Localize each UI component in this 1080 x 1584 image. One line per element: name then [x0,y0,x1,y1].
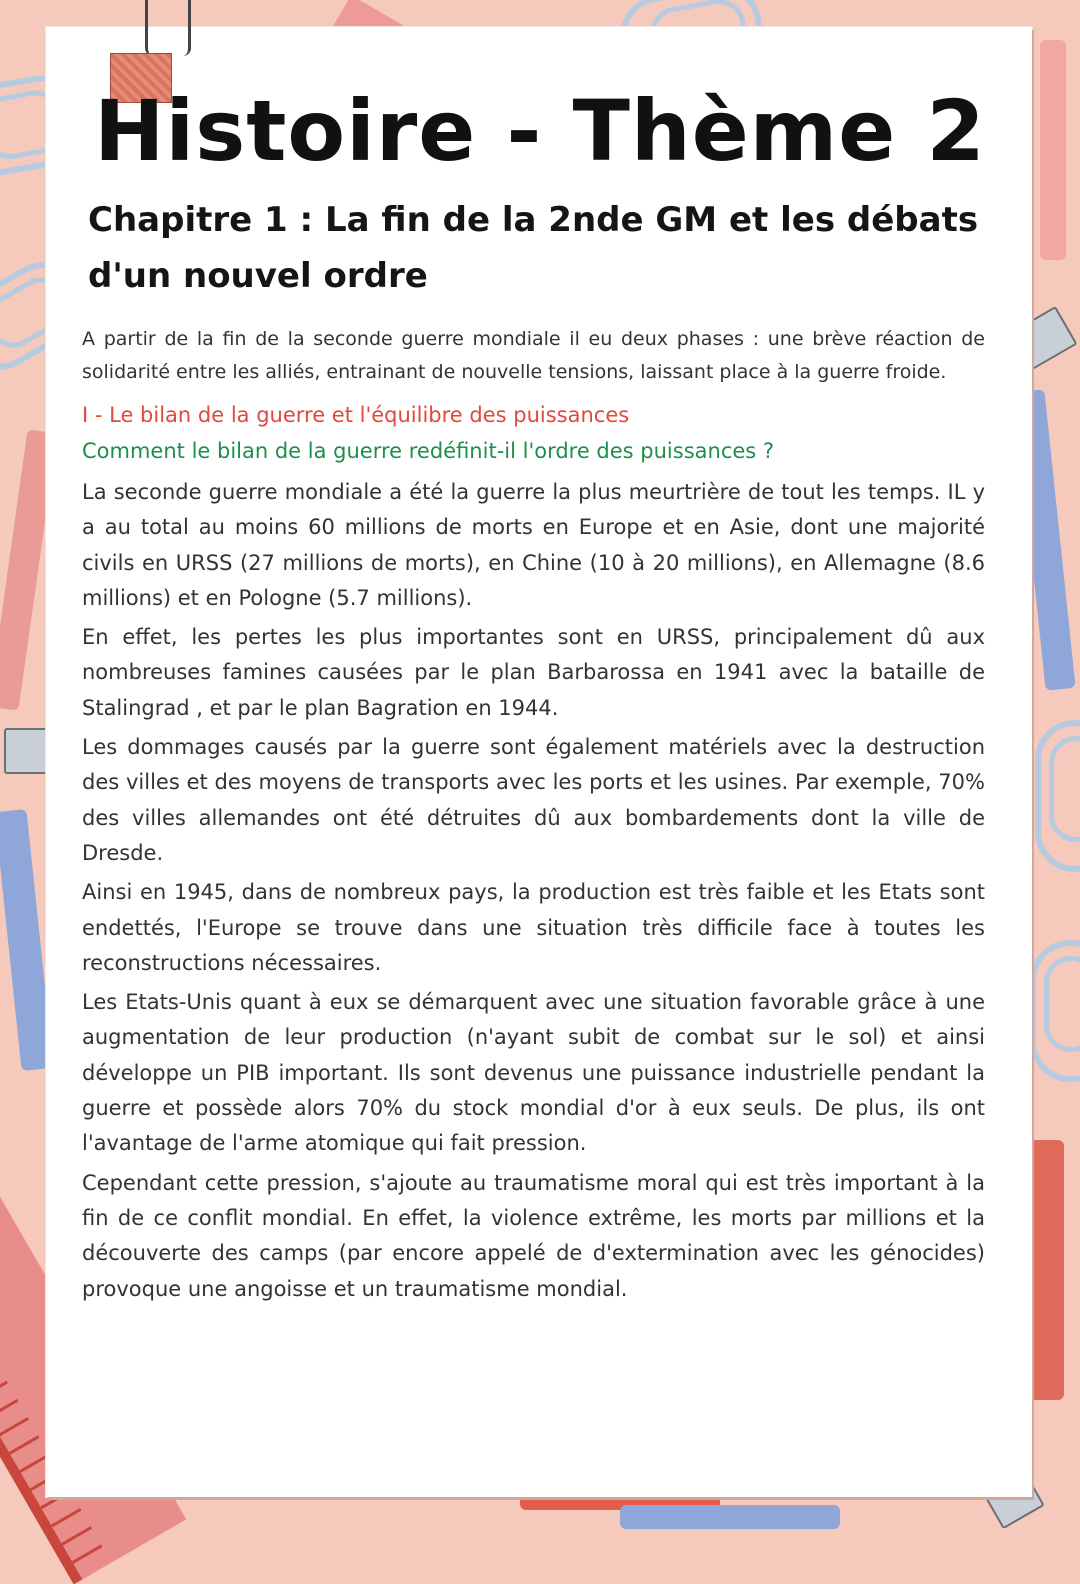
document-body [82,323,985,1311]
intro-paragraph: A partir de la fin de la seconde guerre mondiale il eu deux phases : une brève réaction de solidarité entre les alliés, entrainant de nouvelle tensions, laissant place à la guerre froide. [82,328,985,383]
paragraph: La seconde guerre mondiale a été la guerre la plus meurtrière de tout les temps. IL y a au total au moins 60 millions de morts en Europe et en Asie, dont une majorité civils en URSS (27 millions de morts), en Chine (10 à 20 millions), en Allemagne (8.6 millions) et en Pologne (5.7 millions). [82,480,985,610]
paragraph: Cependant cette pression, s'ajoute au traumatisme moral qui est très important à la fin de ce conflit mondial. En effet, la violence extrême, les morts par millions et la découverte des camps (par encore appelé de d'extermination avec les génocides) provoque une angoisse et un traumatisme mondial. [82,1170,985,1301]
section-question: Comment le bilan de la guerre redéfinit-il l'ordre des puissances ? [82,439,775,463]
paragraph: Les Etats-Unis quant à eux se démarquent avec une situation favorable grâce à une augmentation de leur production (n'ayant subit de combat sur le sol) et ainsi développe un PIB important. Ils sont devenus une puissance industrielle pendant la guerre et possède alors 70% du stock mondial d'or à eux seuls. De plus, ils ont l'avantage de l'arme atomique qui fait pression. [82,990,985,1156]
section-heading: I - Le bilan de la guerre et l'équilibre des puissances [82,403,630,427]
paperclip-icon [1035,720,1080,872]
pencil-icon [620,1505,840,1529]
page-title: Histoire - Thème 2 [94,82,986,180]
chapter-title: Chapitre 1 : La fin de la 2nde GM et les débats d'un nouvel ordre [88,200,979,296]
hanging-string [145,0,191,56]
paragraph: En effet, les pertes les plus importantes sont en URSS, principalement dû aux nombreuses famines causées par le plan Barbarossa en 1941 avec la bataille de Stalingrad , et par le plan Bagration en 1944. [82,625,985,720]
paragraph: Les dommages causés par la guerre sont également matériels avec la destruction des villes et des moyens de transports avec les ports et les usines. Par exemple, 70% des villes allemandes ont été détruites dû aux bombardements dont la ville de Dresde. [82,735,985,865]
paperclip-icon [1030,940,1080,1082]
pencil-icon [1030,1140,1064,1400]
paragraph: Ainsi en 1945, dans de nombreux pays, la production est très faible et les Etats sont endettés, l'Europe se trouve dans une situation très difficile face à toutes les reconstructions nécessaires. [82,880,985,975]
